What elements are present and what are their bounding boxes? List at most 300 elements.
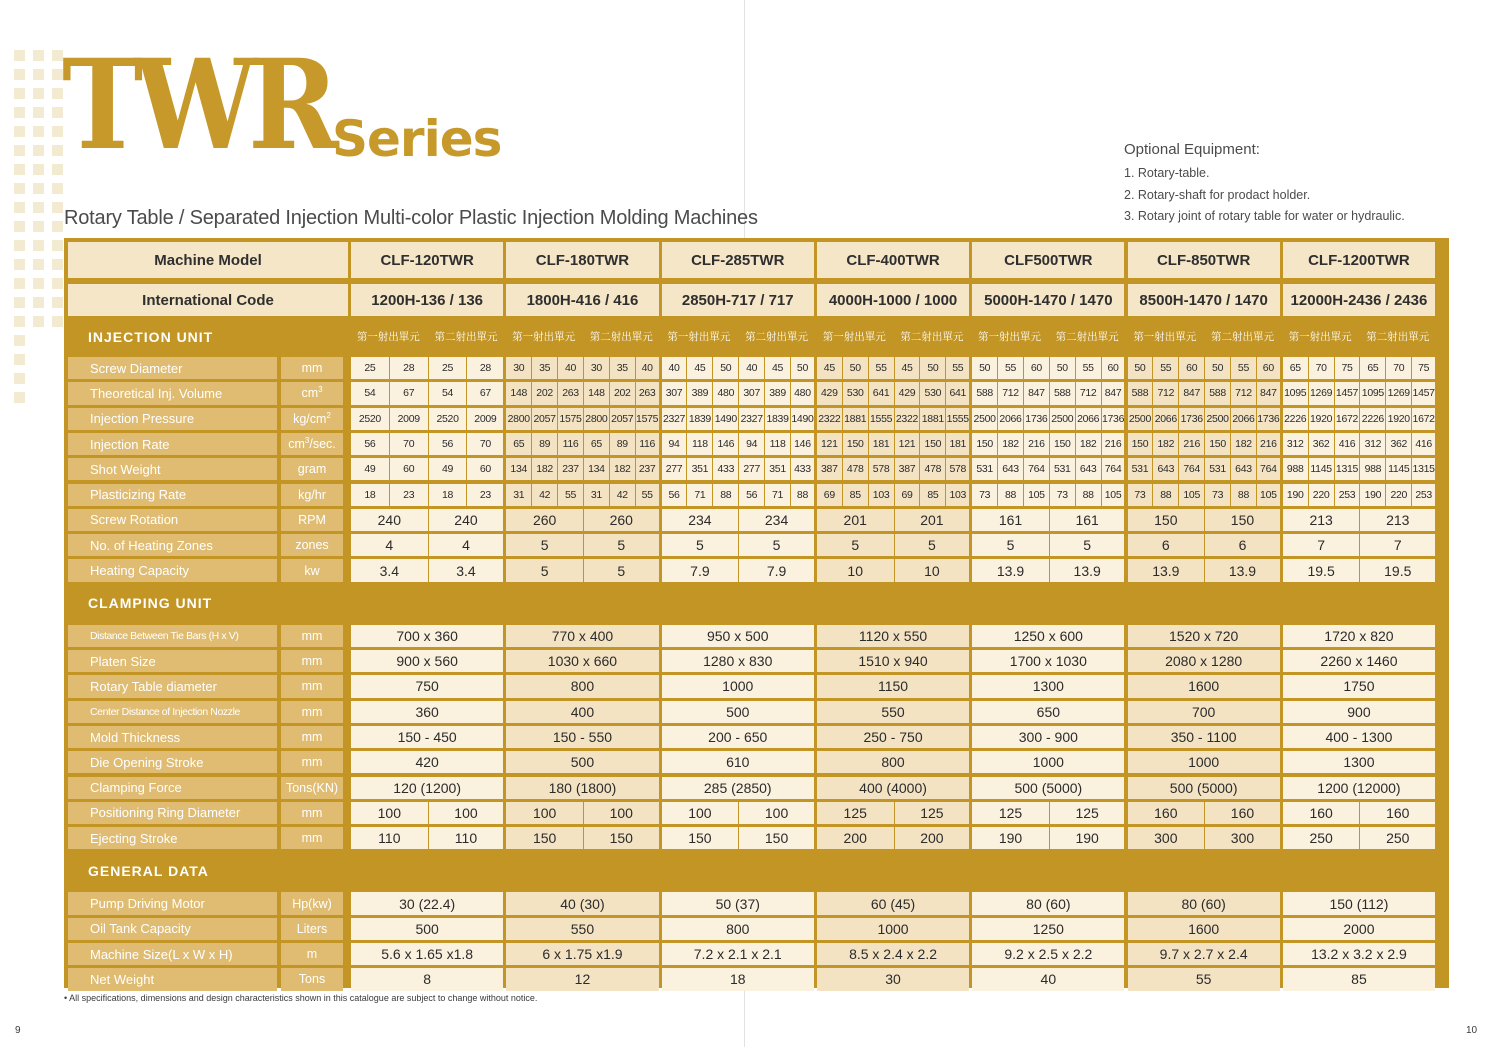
- spec-value: 1145: [1309, 458, 1334, 480]
- spec-value: 60 (45): [817, 892, 969, 914]
- spec-row-unit: [281, 559, 343, 581]
- spec-value: 237: [636, 458, 659, 480]
- spec-value: 13.9: [972, 559, 1049, 581]
- international-code: 12000H-2436 / 2436: [1283, 284, 1435, 316]
- spec-value: 23: [467, 484, 503, 506]
- spec-value: 18: [429, 484, 467, 506]
- spec-value: 69: [895, 484, 920, 506]
- first-injection-unit-label: 第一射出單元: [822, 331, 886, 343]
- spec-value: 100: [584, 802, 659, 824]
- spec-value: 73: [972, 484, 997, 506]
- spec-value: 712: [1231, 382, 1256, 404]
- spec-value: 480: [791, 382, 814, 404]
- spec-value: 65: [584, 433, 609, 455]
- spec-value: 105: [1102, 484, 1125, 506]
- spec-value: 50: [1128, 357, 1153, 379]
- spec-value: 40: [739, 357, 764, 379]
- spec-row-unit: [281, 701, 343, 723]
- spec-value: 1095: [1283, 382, 1308, 404]
- spec-value: 1315: [1412, 458, 1435, 480]
- international-code: 1800H-416 / 416: [506, 284, 658, 316]
- spec-value: 764: [1179, 458, 1204, 480]
- spec-value: 588: [1205, 382, 1230, 404]
- spec-value: 12: [506, 968, 658, 990]
- spec-value: 60: [1102, 357, 1125, 379]
- spec-value: 1510 x 940: [817, 650, 969, 672]
- spec-value: 5: [817, 534, 894, 556]
- spec-value: 234: [662, 509, 739, 531]
- international-code: 2850H-717 / 717: [662, 284, 814, 316]
- spec-value: 847: [1257, 382, 1280, 404]
- spec-value: 110: [351, 827, 428, 849]
- spec-value: 643: [998, 458, 1023, 480]
- spec-value: 1315: [1335, 458, 1360, 480]
- spec-value: 13.9: [1050, 559, 1125, 581]
- spec-value: 1700 x 1030: [972, 650, 1124, 672]
- spec-row-unit: kg/cm $^2$: [281, 408, 343, 430]
- spec-value: 121: [895, 433, 920, 455]
- unit-text: m: [306, 947, 318, 962]
- unit-text: mm: [301, 730, 323, 745]
- international-code: 8500H-1470 / 1470: [1128, 284, 1280, 316]
- spec-value: 161: [1050, 509, 1125, 531]
- spec-value: 263: [636, 382, 659, 404]
- spec-value: 712: [1076, 382, 1101, 404]
- spec-value: 1839: [687, 408, 712, 430]
- spec-value: 54: [351, 382, 389, 404]
- spec-value: 30: [817, 968, 969, 990]
- spec-value: 1736: [1257, 408, 1280, 430]
- spec-value: 250 - 750: [817, 726, 969, 748]
- spec-value: 5: [895, 534, 970, 556]
- spec-value: 35: [610, 357, 635, 379]
- series-logo: [62, 33, 502, 184]
- spec-row-unit: [281, 726, 343, 748]
- spec-value: 80 (60): [1128, 892, 1280, 914]
- spec-value: 1672: [1335, 408, 1360, 430]
- spec-value: 60: [1024, 357, 1049, 379]
- spec-value: 351: [765, 458, 790, 480]
- spec-row-unit: [281, 918, 343, 940]
- spec-row-unit: [281, 650, 343, 672]
- spec-value: 55: [1076, 357, 1101, 379]
- section-title: GENERAL DATA: [88, 862, 209, 879]
- spec-value: 400 - 1300: [1283, 726, 1435, 748]
- spec-value: 103: [869, 484, 894, 506]
- model-name: CLF-180TWR: [506, 242, 658, 278]
- spec-row-label: Net Weight: [68, 968, 277, 990]
- second-injection-unit-label: 第二射出單元: [434, 331, 498, 343]
- spec-value: 1300: [1283, 751, 1435, 773]
- unit-text: kw: [304, 563, 320, 578]
- spec-value: 28: [467, 357, 503, 379]
- spec-value: 2066: [1153, 408, 1178, 430]
- first-injection-unit-label: 第一射出單元: [1288, 331, 1352, 343]
- spec-value: 10: [817, 559, 894, 581]
- spec-value: 1555: [869, 408, 894, 430]
- unit-text: Liters: [296, 921, 328, 936]
- spec-value: 70: [390, 433, 428, 455]
- spec-value: 73: [1128, 484, 1153, 506]
- spec-value: 2226: [1360, 408, 1385, 430]
- spec-value: 70: [467, 433, 503, 455]
- spec-value: 50: [1050, 357, 1075, 379]
- spec-value: 216: [1179, 433, 1204, 455]
- spec-value: 1600: [1128, 675, 1280, 697]
- spec-value: 50: [1205, 357, 1230, 379]
- spec-value: 1575: [558, 408, 583, 430]
- spec-value: 362: [1309, 433, 1334, 455]
- model-name: CLF-285TWR: [662, 242, 814, 278]
- spec-value: 300: [1205, 827, 1280, 849]
- spec-value: 89: [610, 433, 635, 455]
- spec-value: 125: [1050, 802, 1125, 824]
- optional-item: 2. Rotary-shaft for prodact holder.: [1124, 187, 1311, 202]
- spec-value: 150: [584, 827, 659, 849]
- spec-row-label: Theoretical Inj. Volume: [68, 382, 277, 404]
- page-number-right: 10: [1466, 1025, 1478, 1036]
- spec-value: 125: [817, 802, 894, 824]
- spec-value: 550: [817, 701, 969, 723]
- spec-value: 2226: [1283, 408, 1308, 430]
- spec-value: 531: [1205, 458, 1230, 480]
- spec-value: 181: [869, 433, 894, 455]
- spec-value: 134: [584, 458, 609, 480]
- spec-row-unit: [281, 751, 343, 773]
- spec-value: 146: [713, 433, 738, 455]
- spec-row-label: Machine Size(L x W x H): [68, 943, 277, 965]
- second-injection-unit-label: 第二射出單元: [745, 331, 809, 343]
- first-injection-unit-label: 第一射出單元: [512, 331, 576, 343]
- spec-value: 588: [1128, 382, 1153, 404]
- spec-value: 50: [920, 357, 945, 379]
- spec-value: 641: [946, 382, 969, 404]
- first-injection-unit-label: 第一射出單元: [356, 331, 420, 343]
- unit-text: mm: [301, 755, 323, 770]
- spec-value: 416: [1335, 433, 1360, 455]
- spec-value: 1269: [1309, 382, 1334, 404]
- spec-value: 260: [506, 509, 583, 531]
- spec-value: 500: [662, 701, 814, 723]
- spec-value: 49: [351, 458, 389, 480]
- model-name: CLF-120TWR: [351, 242, 503, 278]
- spec-value: 643: [1153, 458, 1178, 480]
- spec-value: 800: [506, 675, 658, 697]
- spec-value: 69: [817, 484, 842, 506]
- spec-value: 30 (22.4): [351, 892, 503, 914]
- spec-value: 5: [972, 534, 1049, 556]
- spec-row-label: Clamping Force: [68, 777, 277, 799]
- spec-value: 650: [972, 701, 1124, 723]
- spec-value: 250: [1283, 827, 1360, 849]
- spec-value: 285 (2850): [662, 777, 814, 799]
- spec-value: 1000: [972, 751, 1124, 773]
- spec-value: 216: [1024, 433, 1049, 455]
- section-title: INJECTION UNIT: [88, 328, 214, 345]
- spec-value: 40: [972, 968, 1124, 990]
- spec-value: 54: [429, 382, 467, 404]
- spec-value: 7: [1360, 534, 1435, 556]
- spec-value: 700 x 360: [351, 625, 503, 647]
- spec-value: 31: [506, 484, 531, 506]
- spec-value: 190: [972, 827, 1049, 849]
- spec-value: 216: [1102, 433, 1125, 455]
- spec-value: 50: [713, 357, 738, 379]
- spec-value: 480: [713, 382, 738, 404]
- spec-value: 5.6 x 1.65 x1.8: [351, 943, 503, 965]
- spec-row-unit: [281, 534, 343, 556]
- spec-value: 1881: [920, 408, 945, 430]
- spec-value: 13.9: [1205, 559, 1280, 581]
- unit-text: Tons(KN): [285, 780, 339, 795]
- spec-value: 389: [687, 382, 712, 404]
- spec-value: 73: [1050, 484, 1075, 506]
- spec-value: 55: [1128, 968, 1280, 990]
- spec-value: 800: [662, 918, 814, 940]
- spec-value: 253: [1335, 484, 1360, 506]
- spec-value: 1520 x 720: [1128, 625, 1280, 647]
- spec-value: 55: [946, 357, 969, 379]
- spec-row-label: No. of Heating Zones: [68, 534, 277, 556]
- spec-value: 220: [1309, 484, 1334, 506]
- spec-value: 5: [506, 559, 583, 581]
- spec-value: 400 (4000): [817, 777, 969, 799]
- spec-value: 1575: [636, 408, 659, 430]
- spec-value: 100: [739, 802, 814, 824]
- unit-suffix: /sec.: [309, 437, 336, 452]
- spec-value: 75: [1335, 357, 1360, 379]
- spec-value: 7.9: [739, 559, 814, 581]
- spec-value: 45: [817, 357, 842, 379]
- spec-value: 429: [895, 382, 920, 404]
- spec-value: 200: [817, 827, 894, 849]
- spec-value: 89: [532, 433, 557, 455]
- spec-value: 150 (112): [1283, 892, 1435, 914]
- spec-value: 700: [1128, 701, 1280, 723]
- spec-value: 500 (5000): [972, 777, 1124, 799]
- spec-value: 277: [739, 458, 764, 480]
- spec-value: 6: [1205, 534, 1280, 556]
- spec-row-unit: [281, 777, 343, 799]
- spec-value: 1250 x 600: [972, 625, 1124, 647]
- spec-value: 105: [1024, 484, 1049, 506]
- spec-value: 182: [998, 433, 1023, 455]
- spec-value: 500 (5000): [1128, 777, 1280, 799]
- spec-value: 764: [1257, 458, 1280, 480]
- spec-value: 387: [895, 458, 920, 480]
- spec-row-unit: cm $^3$: [281, 382, 343, 404]
- spec-value: 578: [869, 458, 894, 480]
- spec-value: 45: [895, 357, 920, 379]
- spec-value: 35: [532, 357, 557, 379]
- spec-value: 1000: [817, 918, 969, 940]
- spec-value: 1600: [1128, 918, 1280, 940]
- spec-value: 146: [791, 433, 814, 455]
- spec-value: 150: [1128, 509, 1205, 531]
- spec-value: 5: [584, 534, 659, 556]
- unit-text: RPM: [298, 512, 326, 527]
- spec-value: 8: [351, 968, 503, 990]
- spec-row-unit: [281, 968, 343, 990]
- spec-value: 13.2 x 3.2 x 2.9: [1283, 943, 1435, 965]
- model-name: CLF500TWR: [972, 242, 1124, 278]
- spec-row-label: Platen Size: [68, 650, 277, 672]
- spec-value: 3.4: [351, 559, 428, 581]
- spec-row-unit: [281, 509, 343, 531]
- spec-value: 240: [429, 509, 504, 531]
- spec-value: 6: [1128, 534, 1205, 556]
- spec-value: 2057: [532, 408, 557, 430]
- second-injection-unit-label: 第二射出單元: [1366, 331, 1430, 343]
- spec-value: 50 (37): [662, 892, 814, 914]
- spec-value: 30: [584, 357, 609, 379]
- spec-value: 1736: [1179, 408, 1204, 430]
- spec-value: 1200 (12000): [1283, 777, 1435, 799]
- spec-value: 190: [1050, 827, 1125, 849]
- spec-value: 1145: [1386, 458, 1411, 480]
- spec-value: 31: [584, 484, 609, 506]
- spec-value: 65: [506, 433, 531, 455]
- spec-value: 550: [506, 918, 658, 940]
- spec-value: 5: [662, 534, 739, 556]
- spec-value: 2520: [351, 408, 389, 430]
- spec-value: 150: [1205, 509, 1280, 531]
- first-injection-unit-label: 第一射出單元: [978, 331, 1041, 343]
- spec-value: 150: [662, 827, 739, 849]
- spec-value: 200: [895, 827, 970, 849]
- spec-value: 300: [1128, 827, 1205, 849]
- spec-row-label: Center Distance of Injection Nozzle: [68, 701, 277, 723]
- spec-value: 500: [351, 918, 503, 940]
- spec-row-label: Injection Rate: [68, 433, 277, 455]
- spec-row-label: Mold Thickness: [68, 726, 277, 748]
- spec-value: 234: [739, 509, 814, 531]
- spec-value: 73: [1205, 484, 1230, 506]
- spec-value: 60: [467, 458, 503, 480]
- spec-value: 150: [1050, 433, 1075, 455]
- spec-value: 900 x 560: [351, 650, 503, 672]
- unit-text: kg/hr: [298, 487, 326, 502]
- spec-value: 213: [1360, 509, 1435, 531]
- spec-value: 2327: [662, 408, 687, 430]
- spec-value: 45: [765, 357, 790, 379]
- spec-value: 387: [817, 458, 842, 480]
- spec-value: 150: [843, 433, 868, 455]
- spec-value: 240: [351, 509, 428, 531]
- spec-value: 42: [610, 484, 635, 506]
- spec-value: 160: [1128, 802, 1205, 824]
- spec-value: 65: [1360, 357, 1385, 379]
- spec-value: 65: [1283, 357, 1308, 379]
- unit-text: mm: [301, 361, 323, 376]
- spec-value: 10: [895, 559, 970, 581]
- spec-row-label: Screw Diameter: [68, 357, 277, 379]
- spec-value: 800: [817, 751, 969, 773]
- spec-value: 94: [739, 433, 764, 455]
- spec-value: 50: [791, 357, 814, 379]
- spec-value: 641: [869, 382, 894, 404]
- spec-value: 429: [817, 382, 842, 404]
- spec-value: 1920: [1309, 408, 1334, 430]
- spec-value: 400: [506, 701, 658, 723]
- spec-value: 148: [584, 382, 609, 404]
- second-injection-unit-label: 第二射出單元: [1210, 331, 1274, 343]
- spec-value: 1881: [843, 408, 868, 430]
- spec-value: 200 - 650: [662, 726, 814, 748]
- spec-value: 30: [506, 357, 531, 379]
- spec-value: 312: [1360, 433, 1385, 455]
- spec-value: 13.9: [1128, 559, 1205, 581]
- spec-value: 7: [1283, 534, 1360, 556]
- spec-value: 105: [1257, 484, 1280, 506]
- spec-row-unit: [281, 827, 343, 849]
- spec-value: 201: [817, 509, 894, 531]
- spec-value: 1490: [791, 408, 814, 430]
- international-code: 5000H-1470 / 1470: [972, 284, 1124, 316]
- spec-value: 847: [1179, 382, 1204, 404]
- spec-row-unit: cm $^3$ /sec.: [281, 433, 343, 455]
- spec-value: 100: [429, 802, 504, 824]
- spec-value: 56: [351, 433, 389, 455]
- spec-value: 55: [869, 357, 894, 379]
- spec-value: 216: [1257, 433, 1280, 455]
- spec-value: 764: [1102, 458, 1125, 480]
- spec-value: 120 (1200): [351, 777, 503, 799]
- spec-row-label: Shot Weight: [68, 458, 277, 480]
- spec-value: 88: [1231, 484, 1256, 506]
- spec-value: 307: [662, 382, 687, 404]
- spec-value: 3.4: [429, 559, 504, 581]
- first-injection-unit-label: 第一射出單元: [1133, 331, 1197, 343]
- spec-value: 88: [1153, 484, 1178, 506]
- second-injection-unit-label: 第二射出單元: [900, 331, 964, 343]
- spec-value: 71: [687, 484, 712, 506]
- unit-text: Hp(kw): [292, 896, 332, 911]
- spec-value: 25: [351, 357, 389, 379]
- spec-row-unit: [281, 458, 343, 480]
- spec-value: 150: [972, 433, 997, 455]
- spec-value: 67: [390, 382, 428, 404]
- spec-value: 88: [998, 484, 1023, 506]
- spec-value: 55: [998, 357, 1023, 379]
- spec-value: 847: [1102, 382, 1125, 404]
- unit-text: cm: [288, 437, 305, 452]
- logo-twr: TWR: [62, 33, 331, 178]
- spec-value: 103: [946, 484, 969, 506]
- spec-value: 360: [351, 701, 503, 723]
- spec-row-label: Screw Rotation: [68, 509, 277, 531]
- spec-value: 23: [390, 484, 428, 506]
- spec-value: 362: [1386, 433, 1411, 455]
- spec-value: 213: [1283, 509, 1360, 531]
- spec-value: 1150: [817, 675, 969, 697]
- spec-value: 312: [1283, 433, 1308, 455]
- spec-value: 1750: [1283, 675, 1435, 697]
- spec-value: 420: [351, 751, 503, 773]
- spec-value: 2800: [506, 408, 531, 430]
- spec-value: 85: [843, 484, 868, 506]
- spec-value: 18: [351, 484, 389, 506]
- spec-value: 263: [558, 382, 583, 404]
- spec-value: 2520: [429, 408, 467, 430]
- spec-value: 182: [1153, 433, 1178, 455]
- spec-value: 116: [558, 433, 583, 455]
- spec-value: 7.2 x 2.1 x 2.1: [662, 943, 814, 965]
- spec-value: 150: [1205, 433, 1230, 455]
- spec-value: 588: [972, 382, 997, 404]
- machine-model-label: Machine Model: [68, 242, 348, 278]
- spec-value: 2800: [584, 408, 609, 430]
